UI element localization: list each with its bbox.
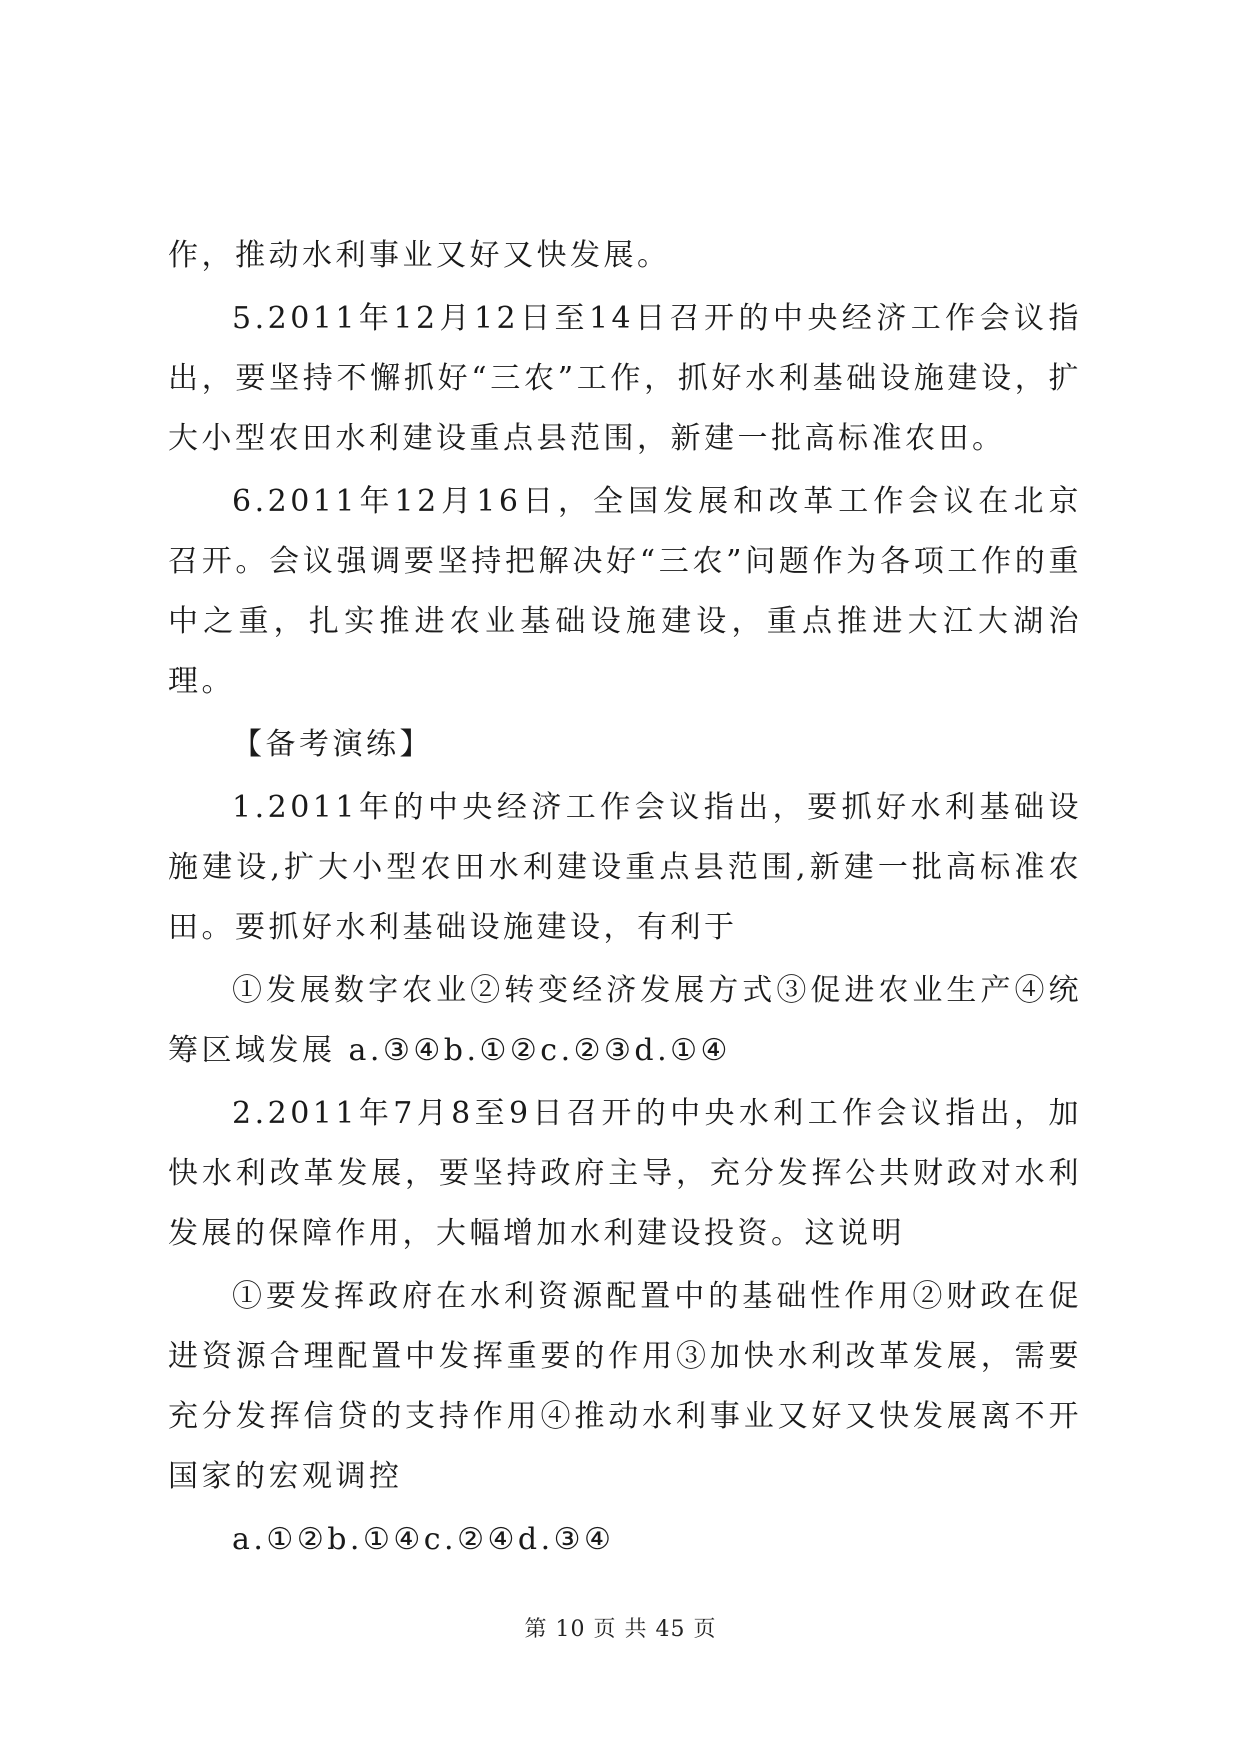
question-1-options: ①发展数字农业②转变经济发展方式③促进农业生产④统筹区域发展 a.③④b.①②c.②③d.①④ — [168, 973, 1082, 1068]
question-1: 1.2011年的中央经济工作会议指出，要抓好水利基础设施建设,扩大小型农田水利建设重点县范围,新建一批高标准农田。要抓好水利基础设施建设，有利于 — [168, 790, 1082, 945]
question-2: 2.2011年7月8至9日召开的中央水利工作会议指出，加快水利改革发展，要坚持政府主导，充分发挥公共财政对水利发展的保障作用，大幅增加水利建设投资。这说明 — [168, 1096, 1082, 1251]
page-number-footer: 第 10 页 共 45 页 — [524, 1617, 717, 1642]
paragraph-item-6: 6.2011年12月16日，全国发展和改革工作会议在北京召开。会议强调要坚持把解决好“三农”问题作为各项工作的重中之重，扎实推进农业基础设施建设，重点推进大江大湖治理。 — [168, 484, 1082, 699]
question-2-options: a.①②b.①④c.②④d.③④ — [232, 1522, 615, 1557]
paragraph-item-5: 5.2011年12月12日至14日召开的中央经济工作会议指出，要坚持不懈抓好“三农”工作，抓好水利基础设施建设，扩大小型农田水利建设重点县范围，新建一批高标准农田。 — [168, 301, 1082, 456]
document-body — [168, 226, 1082, 1570]
section-heading: 【备考演练】 — [232, 727, 433, 762]
paragraph-continuation: 作，推动水利事业又好又快发展。 — [168, 238, 671, 273]
question-2-statements: ①要发挥政府在水利资源配置中的基础性作用②财政在促进资源合理配置中发挥重要的作用③加快水利改革发展，需要充分发挥信贷的支持作用④推动水利事业又好又快发展离不开国家的宏观调控 — [168, 1279, 1082, 1494]
